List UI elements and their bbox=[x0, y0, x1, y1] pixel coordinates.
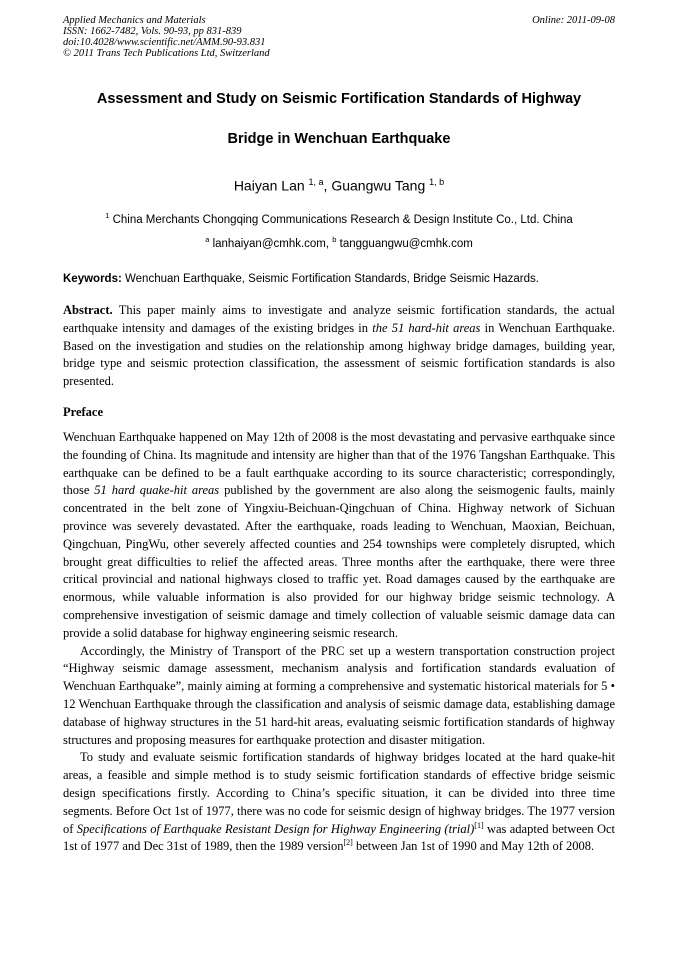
doi-line: doi:10.4028/www.scientific.net/AMM.90-93.831 bbox=[63, 37, 266, 48]
paragraph-text: published by the government are also along the seismogenic faults, mainly concentrated in the belt zone of Yingxiu-Beichuan-Qingchuan of China. Highway network of Sichuan province was severely devastated. After the earthquake, roads leading to Wenchuan, Maoxian, Beichuan, Qingchuan, PingWu, other severely affected counties and 254 townships were completely disrupted, which brought great difficulties to relief the affected areas. Three months after the earthquake, there were three critical provincial and national highways closed to traffic yet. Road damages caused by the earthquake are enormous, while valuable information is also provided for our highway bridge seismic technology. A comprehensive investigation of seismic damage and timely collection of valuable seismic damage data can provide a solid database for highway engineering seismic research. bbox=[63, 483, 616, 640]
affiliation bbox=[63, 208, 615, 228]
paragraph-emphasis: Specifications of Earthquake Resistant Design for Highway Engineering (trial) bbox=[76, 821, 475, 836]
journal-name: Applied Mechanics and Materials bbox=[63, 15, 206, 26]
citation-ref[interactable]: [2] bbox=[343, 838, 353, 848]
journal-header bbox=[63, 15, 615, 59]
author-name: Haiyan Lan bbox=[233, 177, 305, 194]
paragraph-text: was adapted between Oct 1st of 1977 and Dec 31st of 1989, then the 1989 version bbox=[63, 821, 615, 854]
paragraph-text: between Jan 1st of 1990 and May 12th of 2008. bbox=[355, 839, 595, 854]
abstract-text: in Wenchuan Earthquake. Based on the investigation and studies on the relationship among highway bridge damages, building year, bridge type and seismic protection classification, the assessment of seismic fortification standards is also presented. bbox=[63, 320, 615, 389]
section-heading: Preface bbox=[63, 405, 104, 419]
author-superscript: 1, a bbox=[308, 177, 324, 187]
abstract-text: This paper mainly aims to investigate and analyze seismic fortification standards, the actual earthquake intensity and damages of the existing bridges in bbox=[63, 303, 615, 335]
copyright-line: © 2011 Trans Tech Publications Ltd, Switzerland bbox=[63, 48, 270, 59]
paragraph bbox=[63, 429, 615, 643]
paragraph: Accordingly, the Ministry of Transport of the PRC set up a western transportation construction project “Highway seismic damage assessment, mechanism analysis and fortification standards evaluation of Wenchuan Earthquake”, mainly aiming at forming a comprehensive and systematic historical materials for 5 • 12 Wenchuan Earthquake through the classification and analysis of seismic damage data, establishing damage database of highway structures in the 51 hard-hit areas, evaluating seismic fortification standards of highway structures and proposing measures for earthquake protection and disaster mitigation. bbox=[63, 643, 615, 747]
email-line bbox=[63, 232, 615, 252]
citation-ref[interactable]: [1] bbox=[474, 820, 484, 830]
title-line-2: Bridge in Wenchuan Earthquake bbox=[227, 131, 451, 147]
affiliation-superscript: 1 bbox=[105, 211, 110, 220]
email-address: tangguangwu@cmhk.com bbox=[339, 237, 473, 250]
email-address: lanhaiyan@cmhk.com, bbox=[212, 237, 330, 250]
abstract-emphasis: the 51 hard-hit areas bbox=[372, 320, 481, 335]
affiliation-text: China Merchants Chongqing Communications Research & Design Institute Co., Ltd. China bbox=[112, 213, 573, 226]
abstract bbox=[63, 302, 615, 391]
paragraph-emphasis: 51 hard quake-hit areas bbox=[94, 483, 220, 498]
keywords-label: Keywords: bbox=[63, 273, 122, 285]
issn-line: ISSN: 1662-7482, Vols. 90-93, pp 831-839 bbox=[63, 26, 242, 37]
keywords-text: Wenchuan Earthquake, Seismic Fortification Standards, Bridge Seismic Hazards. bbox=[125, 273, 539, 285]
title-line-1: Assessment and Study on Seismic Fortification Standards of Highway bbox=[96, 91, 582, 107]
preface-body bbox=[63, 429, 615, 856]
author-name: Guangwu Tang bbox=[331, 177, 426, 194]
paragraph-text: Wenchuan Earthquake happened on May 12th of 2008 is the most devastating and pervasive earthquake since the founding of China. Its magnitude and intensity are higher than that of the 1976 Tangshan Earthquake. This earthquake can be defined to be a fault earthquake according to its source characteristic; correspondingly, those bbox=[63, 430, 615, 498]
paper-title bbox=[63, 89, 615, 169]
author-list bbox=[63, 172, 615, 196]
paragraph-text: To study and evaluate seismic fortification standards of highway bridges located at the hard quake-hit areas, a feasible and simple method is to study seismic fortification standards of effective bridge seismic design specifications firstly. According to China’s specific situation, it can be divided into three time segments. Before Oct 1st of 1977, there was no code for seismic design of highway bridges. The 1977 version of bbox=[63, 750, 615, 836]
email-superscript: a bbox=[205, 235, 210, 244]
abstract-label: Abstract. bbox=[63, 303, 113, 317]
author-superscript: 1, b bbox=[429, 177, 445, 187]
author-separator: , bbox=[323, 177, 332, 194]
keywords bbox=[63, 271, 615, 287]
email-superscript: b bbox=[332, 235, 337, 244]
online-date: Online: 2011-09-08 bbox=[532, 15, 615, 26]
paragraph bbox=[63, 749, 615, 856]
